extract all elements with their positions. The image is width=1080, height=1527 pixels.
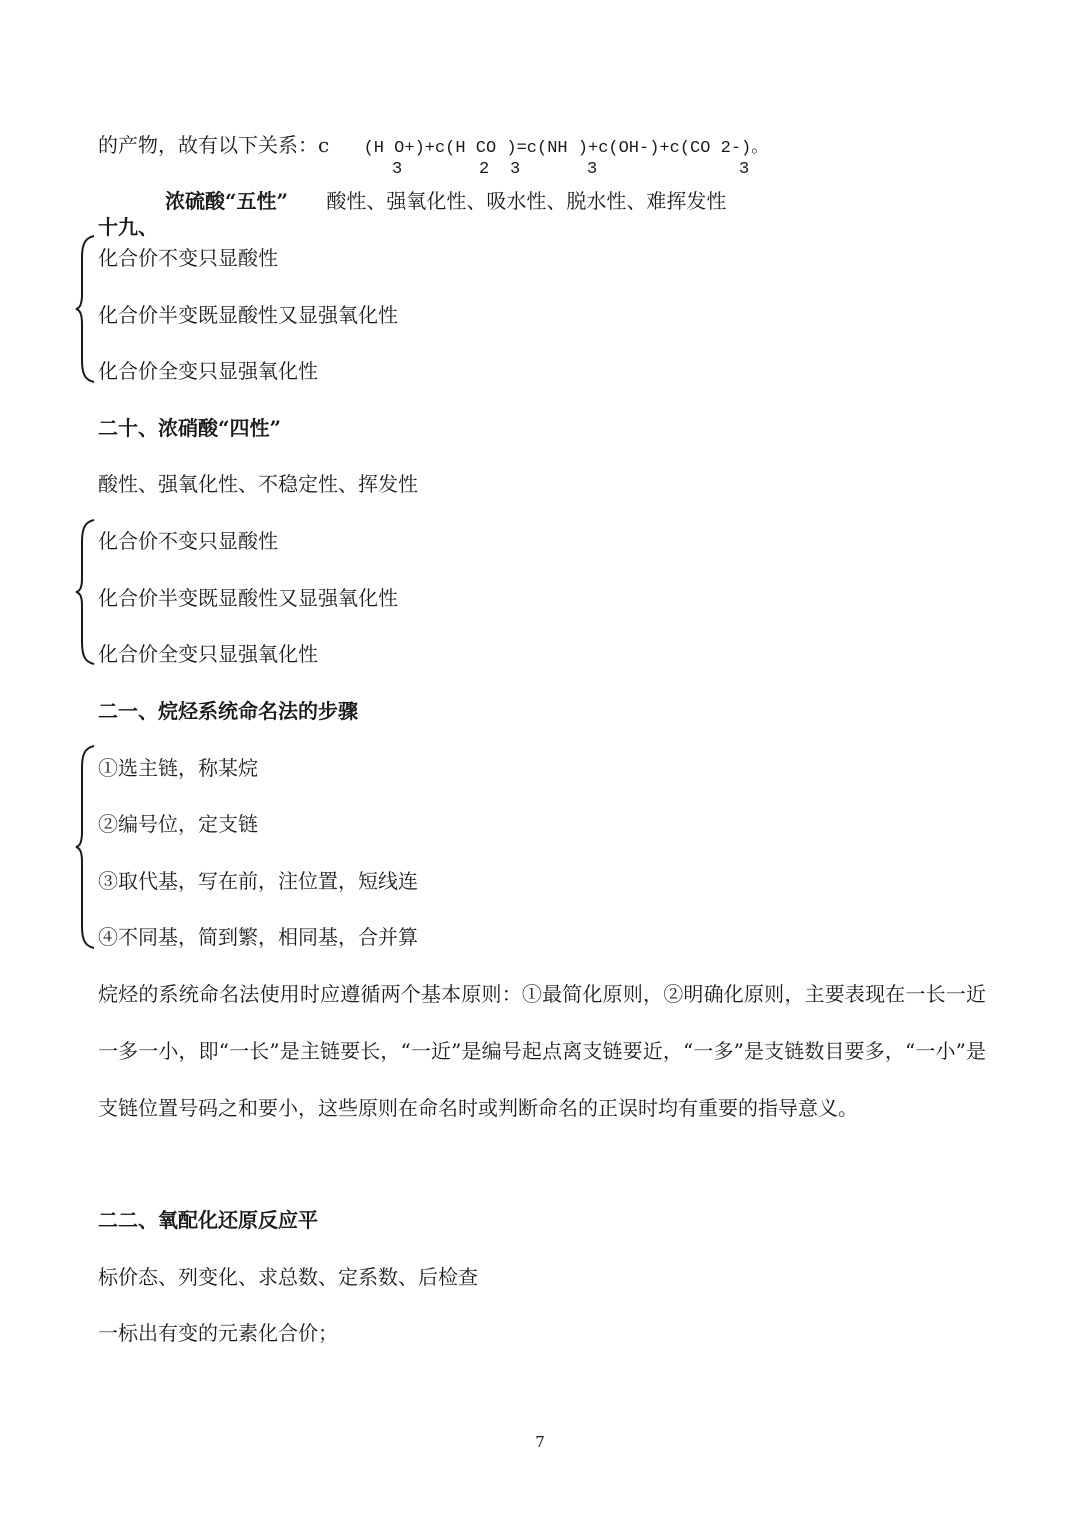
section-20-properties: 酸性、强氧化性、不稳定性、挥发性	[98, 472, 418, 496]
section-19-item: 化合价不变只显酸性	[98, 246, 278, 270]
section-21-step: ③取代基，写在前，注位置，短线连	[98, 869, 418, 893]
section-19-item: 化合价半变既显酸性又显强氧化性	[98, 303, 398, 327]
section-22-steps: 标价态、列变化、求总数、定系数、后检查	[98, 1265, 478, 1289]
section-22-title: 二二、氧配化还原反应平	[98, 1208, 318, 1232]
formula-subscript: 3	[392, 160, 403, 179]
formula-subscript: 3	[510, 160, 521, 179]
section-21-paragraph: 烷烃的系统命名法使用时应遵循两个基本原则：①最简化原则，②明确化原则，主要表现在一长一近一多一小，即“一长”是主链要长，“一近”是编号起点离支链要近，“一多”是支链数目要多，“一小”是支链位置号码之和要小，这些原则在命名时或判断命名的正误时均有重要的指导意义。	[98, 982, 986, 1120]
page-number: 7	[535, 1433, 545, 1451]
section-20-item: 化合价不变只显酸性	[98, 529, 278, 553]
section-19-properties: 酸性、强氧化性、吸水性、脱水性、难挥发性	[326, 189, 727, 213]
section-21-step: ①选主链，称某烷	[98, 756, 258, 780]
formula-subscript: 3	[739, 160, 750, 179]
section-21-title: 二一、烷烃系统命名法的步骤	[98, 699, 358, 723]
section-21-step: ④不同基，简到繁，相同基，合并算	[98, 925, 418, 949]
brace-21	[74, 744, 96, 950]
formula-subscript: 3	[587, 160, 598, 179]
section-19-item: 化合价全变只显强氧化性	[98, 359, 318, 383]
section-21-step: ②编号位，定支链	[98, 812, 258, 836]
section-20-item: 化合价半变既显酸性又显强氧化性	[98, 586, 398, 610]
brace-19	[74, 234, 96, 384]
section-20-item: 化合价全变只显强氧化性	[98, 642, 318, 666]
formula-subscript: 2	[479, 160, 490, 179]
section-19-number: 十九、	[98, 215, 158, 239]
intro-line	[98, 132, 768, 162]
brace-20	[74, 518, 96, 666]
section-22-first-step: 一标出有变的元素化合价；	[98, 1321, 338, 1345]
intro-prefix: 的产物，故有以下关系：c	[98, 133, 330, 157]
intro-formula: (H O+)+c(H CO )=c(NH )+c(OH-)+c(CO 2-)。	[363, 139, 769, 158]
section-20-title: 二十、浓硝酸“四性”	[98, 416, 282, 440]
section-19-title: 浓硫酸“五性”	[165, 189, 289, 213]
section-19-header	[165, 188, 726, 214]
